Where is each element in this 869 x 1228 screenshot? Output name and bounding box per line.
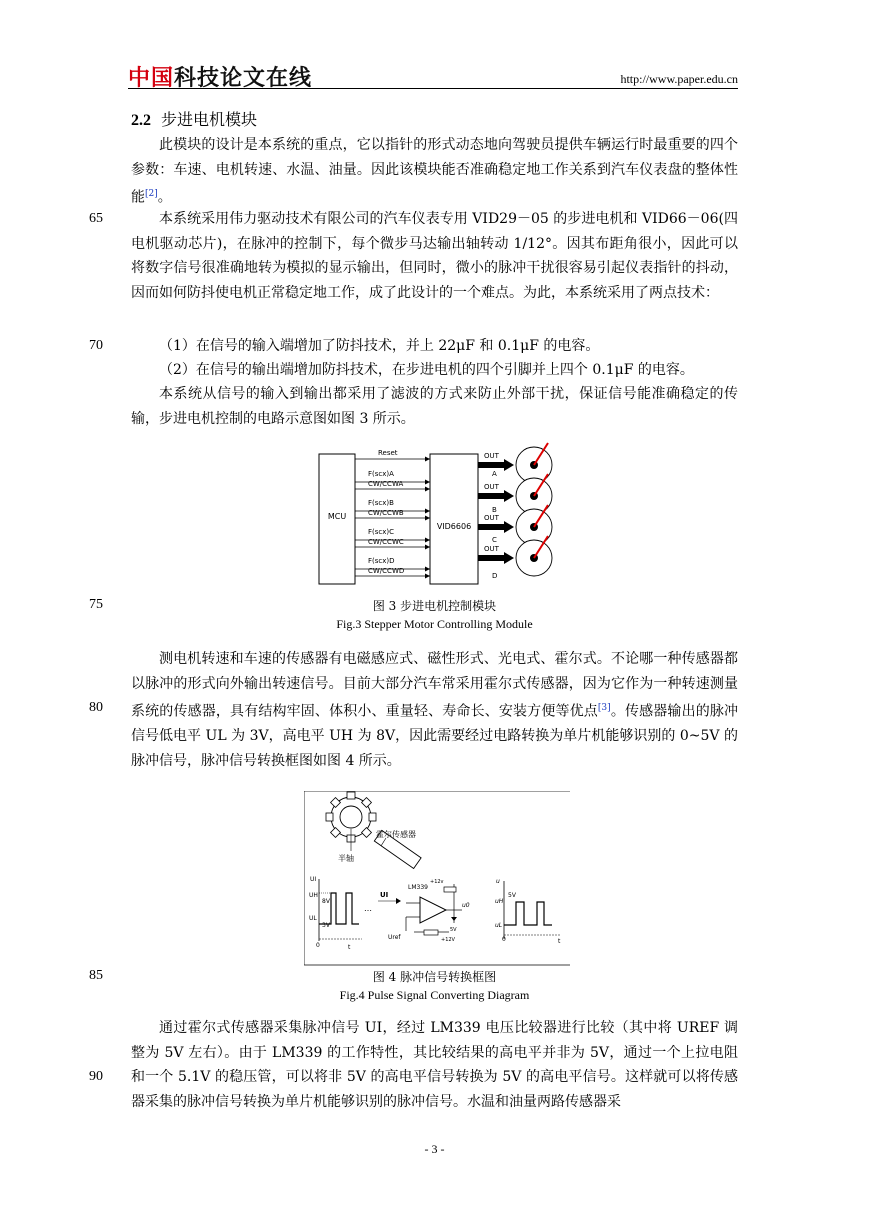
out-label-d: OUT — [484, 545, 499, 553]
paragraph-2: 本系统采用伟力驱动技术有限公司的汽车仪表专用 VID29－05 的步进电机和 VID66－06(四电机驱动芯片)，在脉冲的控制下，每个微步马达输出轴转动 1/12°。因其布距角很小，因此可以将数字信号很准确地转为模拟的显示输出，但同时，微小的脉冲干扰很容易引起仪表指针的抖动，因而如何防抖使电机正常稳定地工作，成了此设计的一个难点。为此，本系统采用了两点技术： — [131, 211, 738, 301]
out-label-a: OUT — [484, 452, 499, 460]
gauge-d — [516, 536, 552, 576]
paragraph-3: 本系统从信号的输入到输出都采用了滤波的方式来防止外部干扰，保证信号能准确稳定的传输，步进电机控制的电路示意图如图 3 所示。 — [131, 386, 738, 427]
input-label-fscx-a: F(scx)A — [368, 470, 394, 478]
out-label-b: OUT — [484, 483, 499, 491]
out-label-c: OUT — [484, 514, 499, 522]
paragraph-1-end: 。 — [157, 189, 172, 206]
shaft-label: 半轴 — [338, 854, 354, 863]
output-ul-label: uL — [495, 922, 503, 929]
lm339-label: LM339 — [408, 884, 428, 891]
line-number-70: 70 — [89, 338, 103, 353]
output-t-label: t — [558, 938, 561, 945]
ui-input-label: UI — [380, 891, 389, 899]
output-waveform — [504, 881, 560, 939]
figure-4-caption-en: Fig.4 Pulse Signal Converting Diagram — [339, 988, 530, 1002]
figure-3-diagram — [316, 438, 572, 590]
out-letter-c: C — [492, 536, 497, 544]
output-zero-label: 0 — [502, 936, 506, 943]
input-waveform — [319, 879, 362, 941]
input-label-cw-c: CW/CCWC — [368, 538, 404, 546]
v3-label: 3V — [322, 922, 330, 929]
list-item-1: （1）在信号的输入端增加了防抖技术，并上 22μF 和 0.1μF 的电容。 — [159, 338, 600, 354]
paragraph-4-text: 测电机转速和车速的传感器有电磁感应式、磁性形式、光电式、霍尔式。不论哪一种传感器都以脉冲的形式向外输出转速信号。目前大部分汽车常采用霍尔式传感器，因为它作为一种转速测量系统的传感器，具有结构牢固、体积小、重量轻、寿命长、安装方便等优点 — [131, 651, 738, 720]
vid6606-label: VID6606 — [436, 522, 472, 531]
line-number-65: 65 — [89, 211, 103, 226]
v8-label: 8V — [322, 898, 330, 905]
paragraph-4-end: 。传感器输出的脉冲信号低电平 UL 为 3V，高电平 UH 为 8V，因此需要经过电路转换为单片机能够识别的 0~5V 的脉冲信号，脉冲信号转换框图如图 4 所示。 — [131, 703, 739, 769]
t-label: t — [348, 944, 351, 951]
plus12b-label: +12V — [441, 937, 455, 943]
v5-zener-label: 5V — [450, 927, 457, 933]
paragraph-1-text: 此模块的设计是本系统的重点，它以指针的形式动态地向驾驶员提供车辆运行时最重要的四个参数：车速、电机转速、水温、油量。因此该模块能否准确稳定地工作关系到汽车仪表盘的整体性能 — [131, 137, 738, 206]
figure-4-diagram — [304, 791, 570, 966]
vid6606-block — [430, 454, 478, 584]
figure-4-caption-cn: 图 4 脉冲信号转换框图 — [372, 970, 497, 984]
line-number-75: 75 — [89, 597, 103, 612]
uref-label: Uref — [388, 934, 401, 941]
section-number: 2.2 — [131, 112, 151, 129]
output-uh-label: uH — [495, 898, 504, 905]
line-number-80: 80 — [89, 700, 103, 715]
out-letter-d: D — [492, 572, 498, 580]
logo-red-text: 中国 — [128, 66, 175, 91]
page-number: - 3 - — [424, 1142, 445, 1156]
out-letter-b: B — [492, 506, 497, 514]
list-item-2: （2）在信号的输出端增加防抖技术，在步进电机的四个引脚并上四个 0.1μF 的电容。 — [159, 362, 694, 378]
out-letter-a: A — [492, 470, 497, 478]
figure-3-caption-cn: 图 3 步进电机控制模块 — [372, 599, 497, 613]
zero-label: 0 — [316, 942, 320, 949]
paragraph-1 — [131, 133, 738, 210]
input-label-fscx-c: F(scx)C — [368, 528, 395, 536]
ui-axis-label: UI — [310, 876, 317, 883]
header-url[interactable]: http://www.paper.edu.cn — [620, 72, 738, 86]
paragraph-5: 通过霍尔式传感器采集脉冲信号 UI，经过 LM339 电压比较器进行比较（其中将 UREF 调整为 5V 左右）。由于 LM339 的工作特性，其比较结果的高电平并非为 5V，通过一个上拉电阻和一个 5.1V 的稳压管，可以将非 5V 的高电平信号转换为 5V 的高电平信号。这样就可以将传感器采集的脉冲信号转换为单片机能够识别的脉冲信号。水温和油量两路传感器采 — [131, 1020, 738, 1110]
header-rule — [128, 88, 738, 89]
uh-label: UH — [309, 892, 318, 899]
input-label-fscx-d: F(scx)D — [368, 557, 395, 565]
ul-label: UL — [309, 915, 317, 922]
mcu-label: MCU — [327, 512, 347, 521]
dots: … — [364, 904, 372, 913]
line-number-85: 85 — [89, 968, 103, 983]
plus12-label: +12v — [430, 879, 444, 885]
figure-3-caption-en: Fig.3 Stepper Motor Controlling Module — [336, 617, 533, 631]
reset-label: Reset — [378, 449, 398, 457]
output-u-label: u — [496, 878, 500, 885]
paragraph-4 — [131, 647, 738, 773]
section-title: 步进电机模块 — [161, 110, 258, 129]
citation-3[interactable]: [3] — [597, 703, 611, 713]
uo-label: u0 — [462, 902, 470, 909]
section-heading — [131, 107, 257, 130]
output-5v-label: 5V — [508, 892, 516, 899]
citation-2[interactable]: [2] — [145, 189, 158, 199]
input-label-cw-b: CW/CCWB — [368, 509, 404, 517]
logo-dark-text: 科技论文在线 — [174, 66, 313, 91]
input-label-cw-d: CW/CCWD — [368, 567, 405, 575]
line-number-90: 90 — [89, 1069, 103, 1084]
input-label-cw-a: CW/CCWA — [368, 480, 404, 488]
hall-sensor-label: 霍尔传感器 — [376, 830, 416, 839]
input-label-fscx-b: F(scx)B — [368, 499, 394, 507]
